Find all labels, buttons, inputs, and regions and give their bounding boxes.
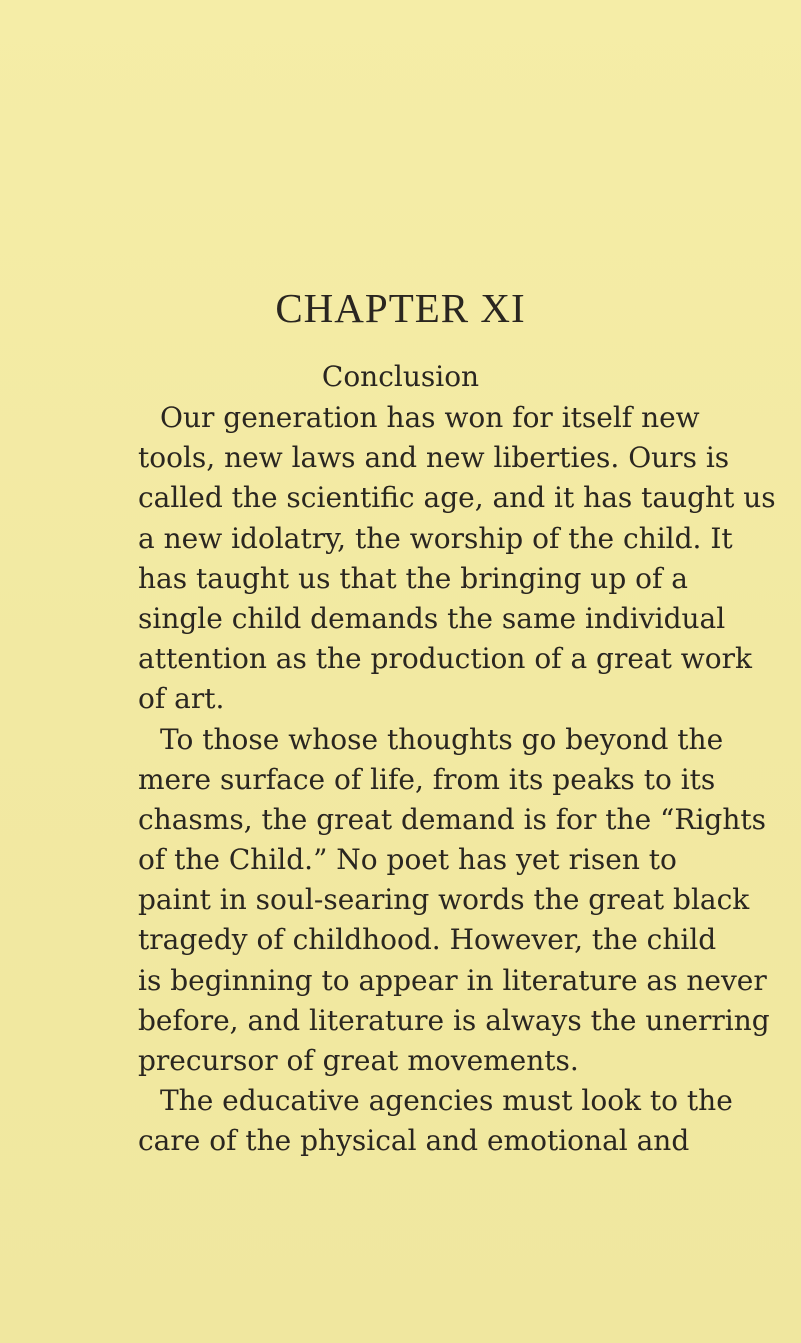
section-title: Conclusion: [321, 360, 480, 393]
text-line: tools, new laws and new liberties. Ours is: [138, 441, 730, 475]
text-line: chasms, the great demand is for the “Rights: [138, 802, 766, 836]
text-line: before, and literature is always the unerring: [138, 1003, 770, 1037]
chapter-heading: CHAPTER XI: [275, 285, 526, 331]
text-line: has taught us that the bringing up of a: [138, 561, 688, 595]
text-line: precursor of great movements.: [138, 1044, 579, 1077]
text-line: called the scientific age, and it has taught us: [138, 481, 776, 515]
text-line: Our generation has won for itself new: [160, 401, 700, 434]
text-line: of the Child.” No poet has yet risen to: [138, 843, 677, 877]
text-line: care of the physical and emotional and: [138, 1124, 690, 1158]
text-line: of art.: [138, 682, 225, 716]
text-line: tragedy of childhood. However, the child: [138, 923, 717, 957]
body-text: [138, 398, 776, 1162]
text-line: a new idolatry, the worship of the child. It: [138, 521, 733, 555]
text-line: is beginning to appear in literature as never: [138, 963, 767, 997]
text-line: To those whose thoughts go beyond the: [160, 722, 724, 756]
text-line: The educative agencies must look to the: [160, 1084, 733, 1118]
text-line: single child demands the same individual: [138, 601, 726, 635]
text-line: attention as the production of a great work: [138, 642, 752, 676]
text-line: mere surface of life, from its peaks to its: [138, 762, 716, 796]
text-line: paint in soul-searing words the great black: [138, 883, 750, 917]
